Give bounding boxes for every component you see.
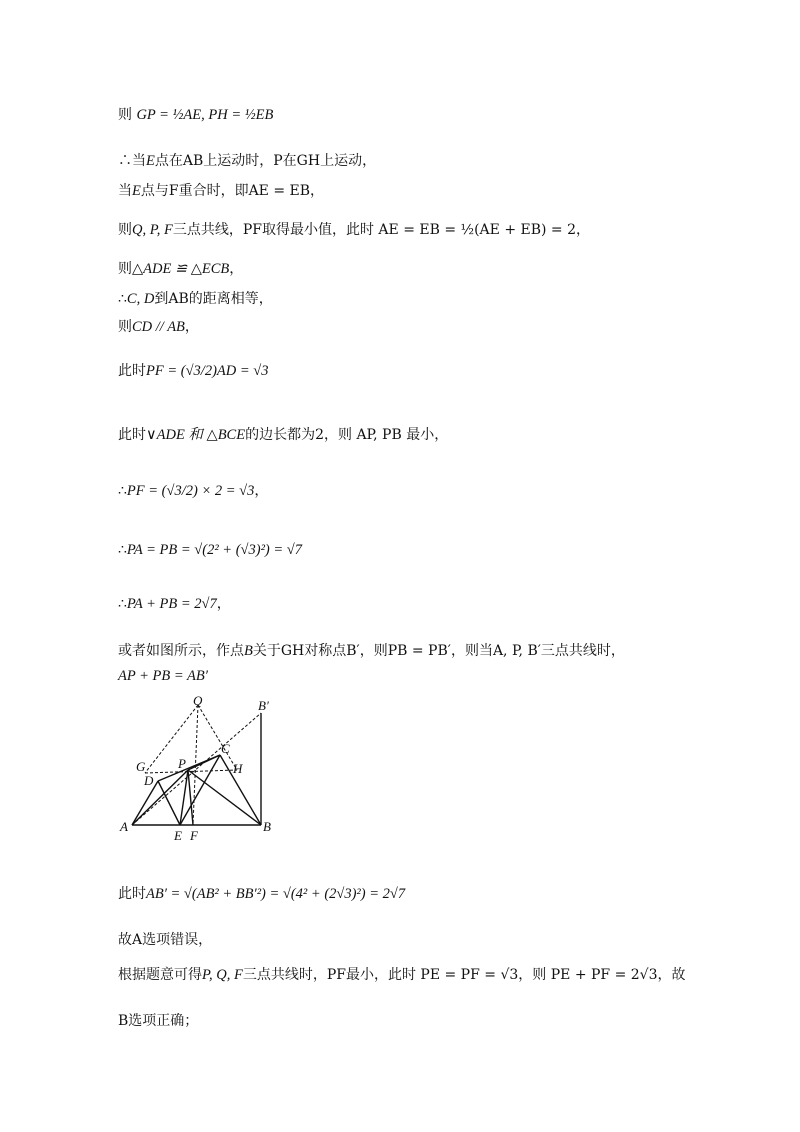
line-14: AP + PB = AB′: [118, 668, 208, 684]
line-5: 则△ADE ≌ △ECB，: [118, 261, 244, 277]
label-h: H: [233, 761, 243, 776]
line-16: 故A选项错误，: [118, 932, 213, 948]
line-18: B选项正确；: [118, 1013, 199, 1029]
label-f: F: [190, 828, 198, 843]
label-a: A: [120, 819, 128, 834]
geometry-figure: [118, 695, 288, 849]
line-9: 此时∨ADE 和 △BCE的边长都为2，则 AP, PB 最小，: [118, 427, 449, 443]
label-g: G: [136, 759, 146, 774]
line-15: 此时AB′ = √(AB² + BB′²) = √(4² + (2√3)²) = 2√7: [118, 886, 406, 902]
line-12: ∴PA + PB = 2√7，: [118, 596, 231, 612]
line-4: 则Q, P, F三点共线，PF取得最小值，此时 AE = EB = ½(AE + EB) = 2，: [118, 222, 591, 238]
label-p: P: [178, 756, 186, 771]
line-11: ∴PA = PB = √(2² + (√3)²) = √7: [118, 542, 302, 558]
line-7: 则CD // AB，: [118, 319, 199, 335]
line-8: 此时PF = (√3/2)AD = √3: [118, 363, 269, 379]
line-2: ∴当E点在AB上运动时，P在GH上运动，: [118, 153, 377, 169]
line-17: 根据题意可得P, Q, F三点共线时，PF最小，此时 PE = PF = √3，则 PE + PF = 2√3，故: [118, 967, 686, 983]
line-10: ∴PF = (√3/2) × 2 = √3，: [118, 483, 269, 499]
label-b: B: [263, 819, 271, 834]
label-d: D: [144, 773, 154, 788]
label-c: C: [221, 741, 230, 756]
line-6: ∴C, D到AB的距离相等，: [118, 291, 273, 307]
line-13: 或者如图所示，作点B关于GH对称点B′，则PB = PB′，则当A, P, B′三点共线时，: [118, 643, 625, 659]
label-b-prime: B′: [258, 698, 269, 713]
line-3: 当E点与F重合时，即AE = EB，: [118, 183, 325, 199]
label-e: E: [174, 828, 182, 843]
line-1: 则 GP = ½AE, PH = ½EB: [118, 107, 274, 123]
label-q: Q: [193, 695, 203, 708]
formula-gp-ph: GP = ½AE, PH = ½EB: [136, 107, 274, 123]
